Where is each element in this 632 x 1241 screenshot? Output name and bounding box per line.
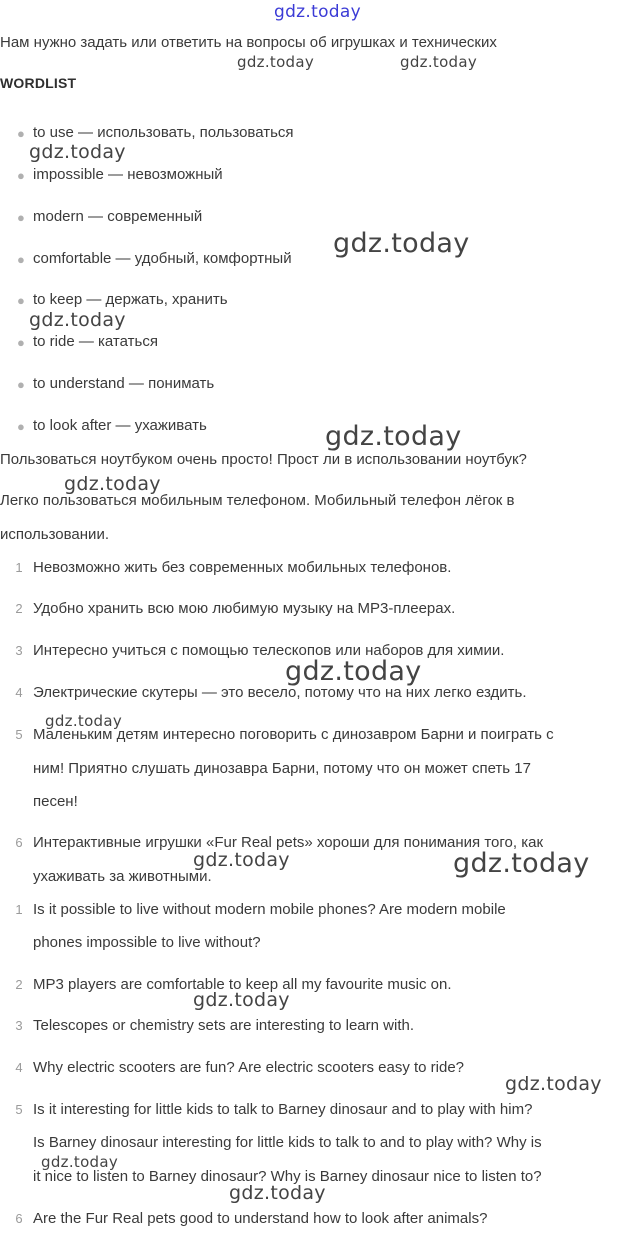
item-number: 4 [15,685,23,700]
watermark: gdz.today [505,1073,602,1095]
item-number: 1 [15,902,23,917]
wordlist-heading: WORDLIST [0,75,77,91]
list-item-continuation: Is Barney dinosaur interesting for little kids to talk to and to play with? Why is [33,1134,542,1151]
wordlist-item: to ride — кататься [33,333,158,350]
bullet-icon: ● [17,335,25,350]
watermark: gdz.today [400,53,478,71]
watermark: gdz.today [325,421,462,452]
watermark: gdz.today [237,53,315,71]
list-item: MP3 players are comfortable to keep all my favourite music on. [33,976,452,993]
item-number: 6 [15,835,23,850]
item-number: 2 [15,977,23,992]
watermark: gdz.today [285,656,422,687]
wordlist-item: modern — современный [33,208,203,225]
list-item-continuation: phones impossible to live without? [33,934,261,951]
list-item: Telescopes or chemistry sets are interesting to learn with. [33,1017,414,1034]
item-number: 5 [15,727,23,742]
bullet-icon: ● [17,168,25,183]
list-item: Электрические скутеры — это весело, потому что на них легко ездить. [33,684,527,701]
watermark: gdz.today [453,848,590,879]
list-item-continuation: ним! Приятно слушать динозавра Барни, потому что он может спеть 17 [33,760,531,777]
intro-text: Нам нужно задать или ответить на вопросы об игрушках и технических [0,34,497,51]
item-number: 3 [15,643,23,658]
bullet-icon: ● [17,126,25,141]
bullet-icon: ● [17,252,25,267]
item-number: 6 [15,1211,23,1226]
item-number: 5 [15,1102,23,1117]
wordlist-item: to understand — понимать [33,375,215,392]
watermark: gdz.today [29,141,126,163]
list-item-continuation: песен! [33,793,78,810]
wordlist-item: comfortable — удобный, комфортный [33,250,292,267]
item-number: 2 [15,601,23,616]
item-number: 3 [15,1018,23,1033]
list-item: Удобно хранить всю мою любимую музыку на MP3-плеерах. [33,600,456,617]
list-item: Are the Fur Real pets good to understand how to look after animals? [33,1210,488,1227]
item-number: 1 [15,560,23,575]
list-item: Is it interesting for little kids to talk to Barney dinosaur and to play with him? [33,1101,533,1118]
item-number: 4 [15,1060,23,1075]
bullet-icon: ● [17,377,25,392]
list-item: Why electric scooters are fun? Are electric scooters easy to ride? [33,1059,465,1076]
bullet-icon: ● [17,210,25,225]
watermark: gdz.today [333,228,470,259]
list-item: Is it possible to live without modern mobile phones? Are modern mobile [33,901,506,918]
list-item-continuation: ухаживать за животными. [33,868,212,885]
wordlist-item: to keep — держать, хранить [33,291,228,308]
watermark: gdz.today [29,309,126,331]
example-line: использовании. [0,526,109,543]
wordlist-item: to use — использовать, пользоваться [33,124,294,141]
watermark: gdz.today [229,1182,326,1204]
wordlist-item: impossible — невозможный [33,166,223,183]
list-item: Интерактивные игрушки «Fur Real pets» хороши для понимания того, как [33,834,543,851]
example-line: Пользоваться ноутбуком очень просто! Прост ли в использовании ноутбук? [0,451,527,468]
watermark: gdz.today [45,712,123,730]
list-item: Интересно учиться с помощью телескопов или наборов для химии. [33,642,505,659]
list-item: Маленьким детям интересно поговорить с динозавром Барни и поиграть с [33,726,554,743]
bullet-icon: ● [17,293,25,308]
bullet-icon: ● [17,419,25,434]
watermark-top: gdz.today [274,2,361,22]
wordlist-item: to look after — ухаживать [33,417,207,434]
watermark: gdz.today [41,1153,119,1171]
example-line: Легко пользоваться мобильным телефоном. Мобильный телефон лёгок в [0,492,515,509]
watermark: gdz.today [193,849,290,871]
watermark: gdz.today [193,989,290,1011]
list-item-continuation: it nice to listen to Barney dinosaur? Why is Barney dinosaur nice to listen to? [33,1168,542,1185]
watermark: gdz.today [64,473,161,495]
list-item: Невозможно жить без современных мобильных телефонов. [33,559,452,576]
